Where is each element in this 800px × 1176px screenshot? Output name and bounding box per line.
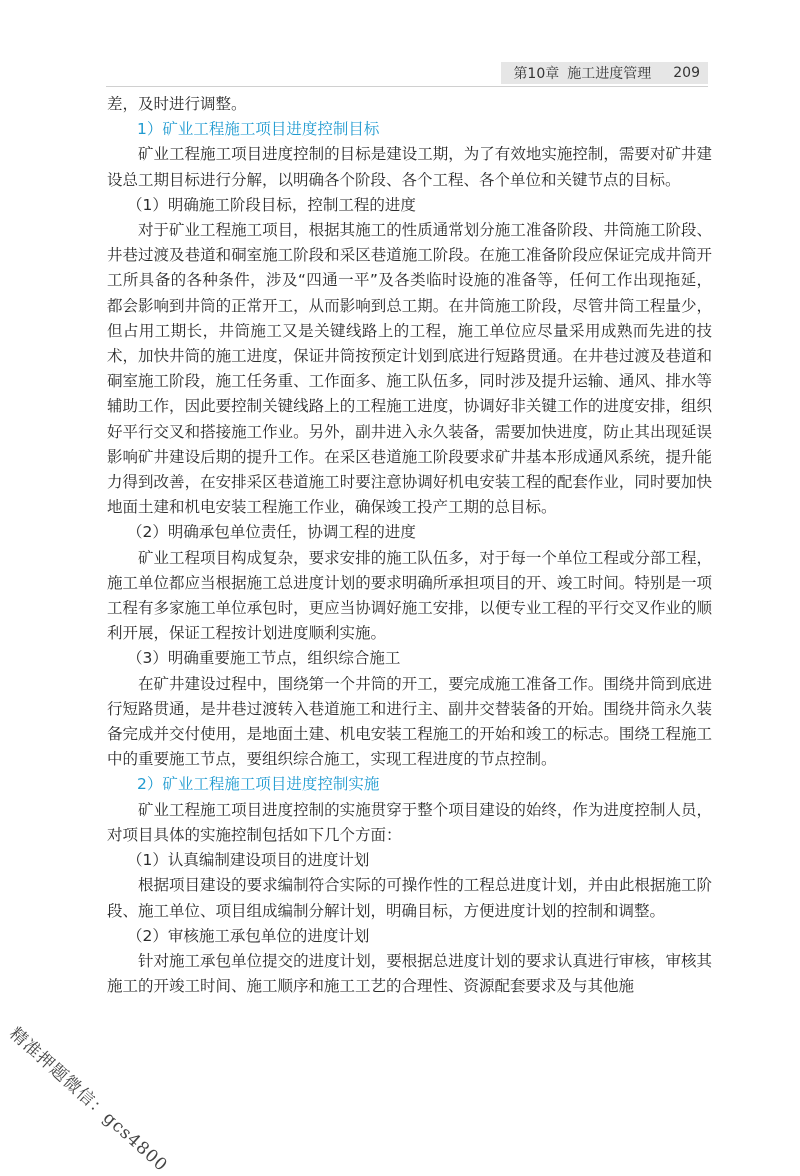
body-text	[107, 92, 712, 999]
paragraph: 矿业工程施工项目进度控制的实施贯穿于整个项目建设的始终，作为进度控制人员，对项目具体的实施控制包括如下几个方面：	[107, 800, 712, 844]
paragraph: 针对施工承包单位提交的进度计划，要根据总进度计划的要求认真进行审核，审核其施工的开竣工时间、施工顺序和施工工艺的合理性、资源配套要求及与其他施	[107, 951, 712, 996]
section-heading: 1）矿业工程施工项目进度控制目标	[137, 120, 380, 139]
page-number: 209	[673, 65, 700, 81]
subsection-heading: （1）明确施工阶段目标，控制工程的进度	[127, 195, 416, 214]
subsection-heading: （2）审核施工承包单位的进度计划	[127, 926, 370, 945]
chapter-title: 施工进度管理	[567, 66, 652, 82]
subsection-heading: （1）认真编制建设项目的进度计划	[127, 851, 370, 870]
running-header	[106, 62, 708, 84]
continued-paragraph: 差，及时进行调整。	[107, 95, 247, 113]
section-heading: 2）矿业工程施工项目进度控制实施	[137, 775, 380, 794]
paragraph: 根据项目建设的要求编制符合实际的可操作性的工程总进度计划，并由此根据施工阶段、施工单位、项目组成编制分解计划，明确目标，方便进度计划的控制和调整。	[107, 876, 712, 920]
header-rule	[106, 86, 708, 87]
paragraph: 在矿井建设过程中，围绕第一个井筒的开工，要完成施工准备工作。围绕井筒到底进行短路贯通，是井巷过渡转入巷道施工和进行主、副井交替装备的开始。围绕井筒永久装备完成并交付使用，是地面土建、机电安装工程施工的开始和竣工的标志。围绕工程施工中的重要施工节点，要组织综合施工，实现工程进度的节点控制。	[107, 674, 712, 769]
header-box	[501, 62, 708, 84]
paragraph: 矿业工程项目构成复杂，要求安排的施工队伍多，对于每一个单位工程或分部工程，施工单位都应当根据施工总进度计划的要求明确所承担项目的开、竣工时间。特别是一项工程有多家施工单位承包时，更应当协调好施工安排，以便专业工程的平行交叉作业的顺利开展，保证工程按计划进度顺利实施。	[107, 548, 712, 643]
subsection-heading: （3）明确重要施工节点，组织综合施工	[127, 649, 401, 668]
subsection-heading: （2）明确承包单位责任，协调工程的进度	[127, 523, 416, 542]
paragraph: 对于矿业工程施工项目，根据其施工的性质通常划分施工准备阶段、井筒施工阶段、井巷过渡及巷道和硐室施工阶段和采区巷道施工阶段。在施工准备阶段应保证完成井筒开工所具备的各种条件，涉及“四通一平”及各类临时设施的准备等，任何工作出现拖延，都会影响到井筒的正常开工，从而影响到总工期。在井筒施工阶段，尽管井筒工程量少，但占用工期长，井筒施工又是关键线路上的工程，施工单位应尽量采用成熟而先进的技术，加快井筒的施工进度，保证井筒按预定计划到底进行短路贯通。在井巷过渡及巷道和硐室施工阶段，施工任务重、工作面多、施工队伍多，同时涉及提升运输、通风、排水等辅助工作，因此要控制关键线路上的工程施工进度，协调好非关键工作的进度安排，组织好平行交叉和搭接施工作业。另外，副井进入永久装备，需要加快进度，防止其出现延误影响矿井建设后期的提升工作。在采区巷道施工阶段要求矿井基本形成通风系统，提升能力得到改善，在安排采区巷道施工时要注意协调好机电安装工程的配套作业，同时要加快地面土建和机电安装工程施工作业，确保竣工投产工期的总目标。	[107, 221, 712, 517]
paragraph: 矿业工程施工项目进度控制的目标是建设工期，为了有效地实施控制，需要对矿井建设总工期目标进行分解，以明确各个阶段、各个工程、各个单位和关键节点的目标。	[107, 145, 712, 189]
watermark-text: 精准押题微信：gcs4800	[5, 1023, 172, 1176]
chapter-number: 第10章	[513, 66, 560, 82]
